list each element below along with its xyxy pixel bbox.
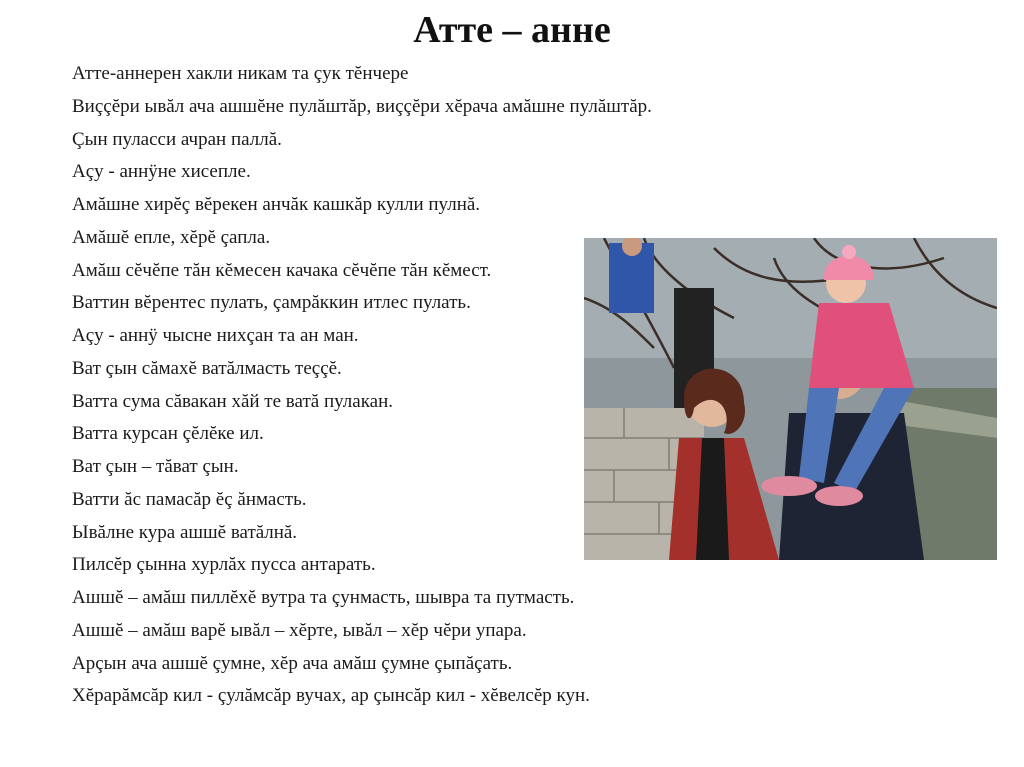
proverb-line: Амăшне хирĕç вĕрекен анчăк кашкăр кулли пулнă.	[72, 194, 481, 215]
proverb-line: Пилсĕр çынна хурлăх пусса антарать.	[72, 554, 376, 576]
proverb-line: Хĕрарăмсăр кил - çулăмсăр вучах, ар çынсăр кил - хĕвелсĕр кун.	[72, 685, 590, 707]
proverb-line: Çын пуласси ачран паллă.	[72, 128, 282, 150]
child-hat-pompom	[842, 245, 856, 259]
family-photo	[584, 238, 997, 560]
proverb-line: Ватта курсан çĕлĕке ил.	[72, 423, 264, 445]
child-shoe-right	[815, 486, 863, 506]
proverb-line: Атте-аннерен хакли никам та çук тĕнчере	[72, 63, 409, 84]
proverb-line: Ват çын сăмахĕ ватăлмасть теççĕ.	[72, 357, 342, 379]
proverb-line: Аçу - аннÿ чысне нихçан та ан ман.	[72, 325, 359, 346]
family-photo-icon	[584, 238, 997, 560]
child-shoe-left	[761, 476, 817, 496]
proverb-line: Арçын ача ашшĕ çумне, хĕр ача амăш çумне çыпăçать.	[72, 652, 513, 674]
proverb-line: Ват çын – тăват çын.	[72, 456, 239, 477]
proverb-line: Ваттин вĕрентес пулать, çамрăккин итлес пулать.	[72, 292, 471, 314]
proverb-line: Амăш сĕчĕпе тăн кĕмесен качака сĕчĕпе тăн кĕмест.	[72, 259, 492, 281]
proverb-line: Ашшĕ – амăш варĕ ывăл – хĕрте, ывăл – хĕр чĕри упара.	[72, 619, 527, 641]
proverb-list	[72, 58, 652, 713]
proverb-line: Ывăлне кура ашшĕ ватăлнă.	[72, 521, 298, 543]
proverb-line: Аçу - аннÿне хисепле.	[72, 161, 251, 183]
page-title: Атте – анне	[413, 9, 611, 51]
proverb-line: Виççĕри ывăл ача ашшĕне пулăштăр, виççĕри хĕрача амăшне пулăштăр.	[72, 95, 652, 117]
proverb-line: Ватти ăс памасăр ĕç ăнмасть.	[72, 488, 307, 510]
proverb-line: Ватта сума сăвакан хăй те ватă пулакан.	[72, 390, 393, 412]
proverb-line: Амăшĕ епле, хĕрĕ çапла.	[72, 226, 271, 248]
proverb-line: Ашшĕ – амăш пиллĕхĕ вутра та çунмасть, шывра та путмасть.	[72, 587, 575, 608]
